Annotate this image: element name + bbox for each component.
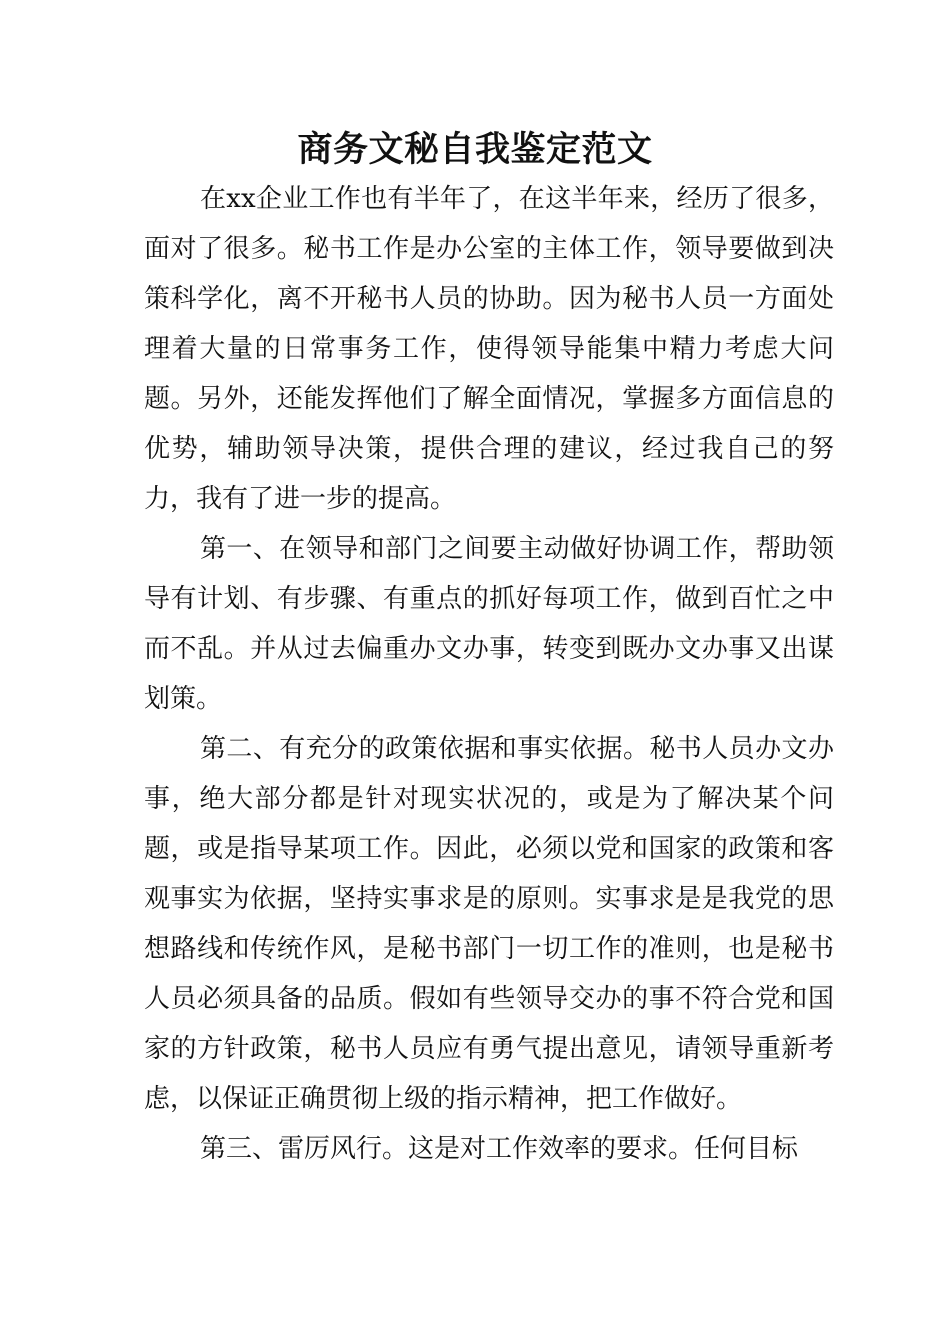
- document-title: 商务文秘自我鉴定范文: [297, 130, 653, 170]
- paragraph-third-point: 第三、雷厉风行。这是对工作效率的要求。任何目标: [200, 1134, 799, 1164]
- document-body: [144, 174, 834, 1174]
- paragraph-second-point: 第二、有充分的政策依据和事实依据。秘书人员办文办事，绝大部分都是针对现实状况的，或是为了解决某个问题，或是指导某项工作。因此，必须以党和国家的政策和客观事实为依据，坚持实事求是的原则。实事求是是我党的思想路线和传统作风，是秘书部门一切工作的准则，也是秘书人员必须具备的品质。假如有些领导交办的事不符合党和国家的方针政策，秘书人员应有勇气提出意见，请领导重新考虑，以保证正确贯彻上级的指示精神，把工作做好。: [144, 734, 834, 1114]
- paragraph-first-point: 第一、在领导和部门之间要主动做好协调工作，帮助领导有计划、有步骤、有重点的抓好每项工作，做到百忙之中而不乱。并从过去偏重办文办事，转变到既办文办事又出谋划策。: [144, 534, 834, 714]
- paragraph-intro: 在xx企业工作也有半年了，在这半年来，经历了很多，面对了很多。秘书工作是办公室的主体工作，领导要做到决策科学化，离不开秘书人员的协助。因为秘书人员一方面处理着大量的日常事务工作，使得领导能集中精力考虑大问题。另外，还能发挥他们了解全面情况，掌握多方面信息的优势，辅助领导决策，提供合理的建议，经过我自己的努力，我有了进一步的提高。: [144, 184, 834, 514]
